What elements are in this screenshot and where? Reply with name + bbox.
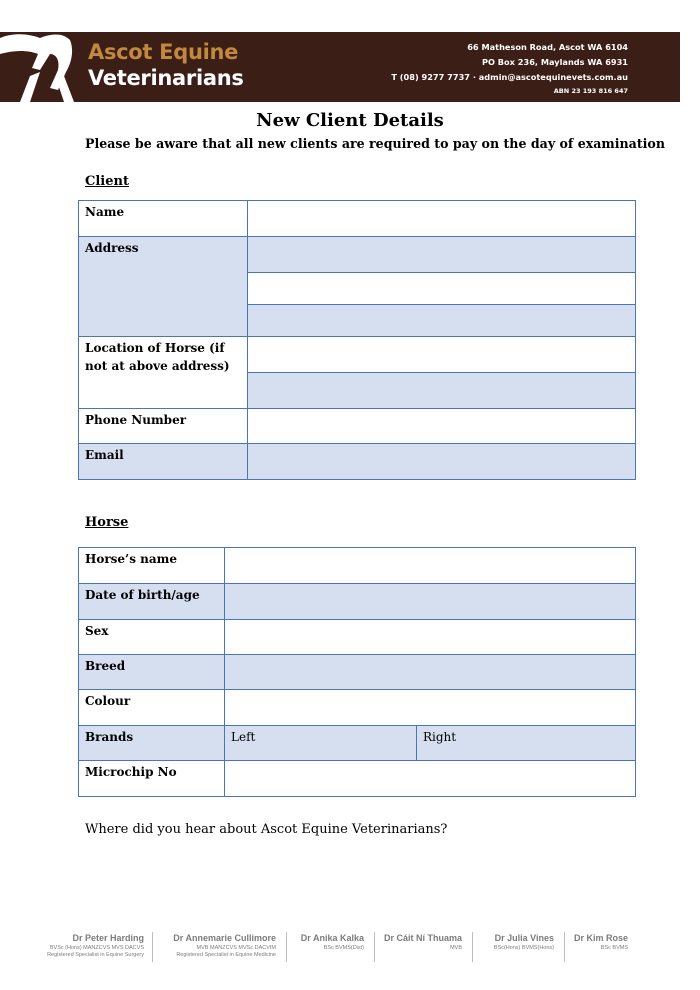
name-label: Name bbox=[79, 201, 248, 237]
vet-name: Dr Peter Harding bbox=[72, 933, 144, 943]
microchip-input[interactable] bbox=[225, 761, 636, 797]
footer-divider bbox=[286, 932, 287, 962]
colour-label: Colour bbox=[79, 690, 225, 726]
horse-table bbox=[78, 547, 636, 797]
dob-label: Date of birth/age bbox=[79, 584, 225, 620]
header-banner bbox=[0, 32, 680, 102]
address-line-3-input[interactable] bbox=[248, 305, 636, 337]
vet-quals: BSc BVMS(Dist) bbox=[323, 945, 364, 951]
brands-right-input[interactable]: Right bbox=[417, 726, 636, 761]
address-label: Address bbox=[79, 237, 248, 337]
vet-quals: MVB bbox=[450, 945, 462, 951]
location-label: Location of Horse (if not at above address) bbox=[79, 337, 248, 409]
referral-question: Where did you hear about Ascot Equine Veterinarians? bbox=[85, 822, 448, 837]
phone-email-line: T (08) 9277 7737 · admin@ascotequinevets.com.au bbox=[391, 72, 628, 82]
colour-input[interactable] bbox=[225, 690, 636, 726]
footer-divider bbox=[152, 932, 153, 962]
vet-name: Dr Kim Rose bbox=[573, 933, 628, 943]
payment-notice: Please be aware that all new clients are required to pay on the day of examination bbox=[85, 136, 665, 151]
vet-quals: BSc BVMS bbox=[600, 945, 628, 951]
phone-label: Phone Number bbox=[79, 409, 248, 444]
vet-entry bbox=[28, 932, 150, 964]
vet-entry bbox=[474, 932, 560, 964]
name-input[interactable] bbox=[248, 201, 636, 237]
breed-label: Breed bbox=[79, 655, 225, 690]
client-section-heading: Client bbox=[85, 174, 129, 189]
abn-line: ABN 23 193 816 647 bbox=[553, 87, 628, 95]
client-table bbox=[78, 200, 636, 480]
vet-entry bbox=[566, 932, 634, 964]
vet-name: Dr Anika Kalka bbox=[300, 933, 364, 943]
email-label: Email bbox=[79, 444, 248, 480]
microchip-label: Microchip No bbox=[79, 761, 225, 797]
footer-divider bbox=[564, 932, 565, 962]
dob-input[interactable] bbox=[225, 584, 636, 620]
breed-input[interactable] bbox=[225, 655, 636, 690]
address-line-2: PO Box 236, Maylands WA 6931 bbox=[482, 57, 628, 67]
footer-divider bbox=[472, 932, 473, 962]
contact-block bbox=[391, 40, 628, 97]
location-line-1-input[interactable] bbox=[248, 337, 636, 373]
vet-quals: BSc(Hons) BVMS(Hons) bbox=[493, 945, 554, 951]
horse-name-label: Horse’s name bbox=[79, 548, 225, 584]
brands-left-input[interactable]: Left bbox=[225, 726, 417, 761]
email-input[interactable] bbox=[248, 444, 636, 480]
vet-extra: Registered Specialist in Equine Surgery bbox=[47, 952, 144, 958]
vet-name: Dr Julia Vines bbox=[494, 933, 554, 943]
vet-entry bbox=[288, 932, 370, 964]
vet-entry bbox=[154, 932, 282, 964]
sex-label: Sex bbox=[79, 620, 225, 655]
brands-label: Brands bbox=[79, 726, 225, 761]
phone-input[interactable] bbox=[248, 409, 636, 444]
horse-section-heading: Horse bbox=[85, 515, 129, 530]
address-line-1: 66 Matheson Road, Ascot WA 6104 bbox=[467, 42, 628, 52]
vet-extra: Registered Specialist in Equine Medicine bbox=[176, 952, 276, 958]
address-line-2-input[interactable] bbox=[248, 273, 636, 305]
footer-vets bbox=[28, 932, 638, 966]
page-title: New Client Details bbox=[256, 110, 444, 131]
brand-name-line-2: Veterinarians bbox=[88, 66, 244, 90]
vet-quals: MVB MANZCVS MVSc DACVIM bbox=[196, 945, 276, 951]
location-line-2-input[interactable] bbox=[248, 373, 636, 409]
horse-name-input[interactable] bbox=[225, 548, 636, 584]
vet-name: Dr Cáit Ní Thuama bbox=[383, 933, 462, 943]
address-line-1-input[interactable] bbox=[248, 237, 636, 273]
footer-divider bbox=[374, 932, 375, 962]
horse-logo-icon bbox=[0, 32, 86, 102]
vet-quals: BVSc (Hons) MANZCVS MVS DACVS bbox=[49, 945, 144, 951]
vet-entry bbox=[376, 932, 468, 964]
brand-name-line-1: Ascot Equine bbox=[88, 40, 239, 64]
vet-name: Dr Annemarie Cullimore bbox=[173, 933, 276, 943]
sex-input[interactable] bbox=[225, 620, 636, 655]
